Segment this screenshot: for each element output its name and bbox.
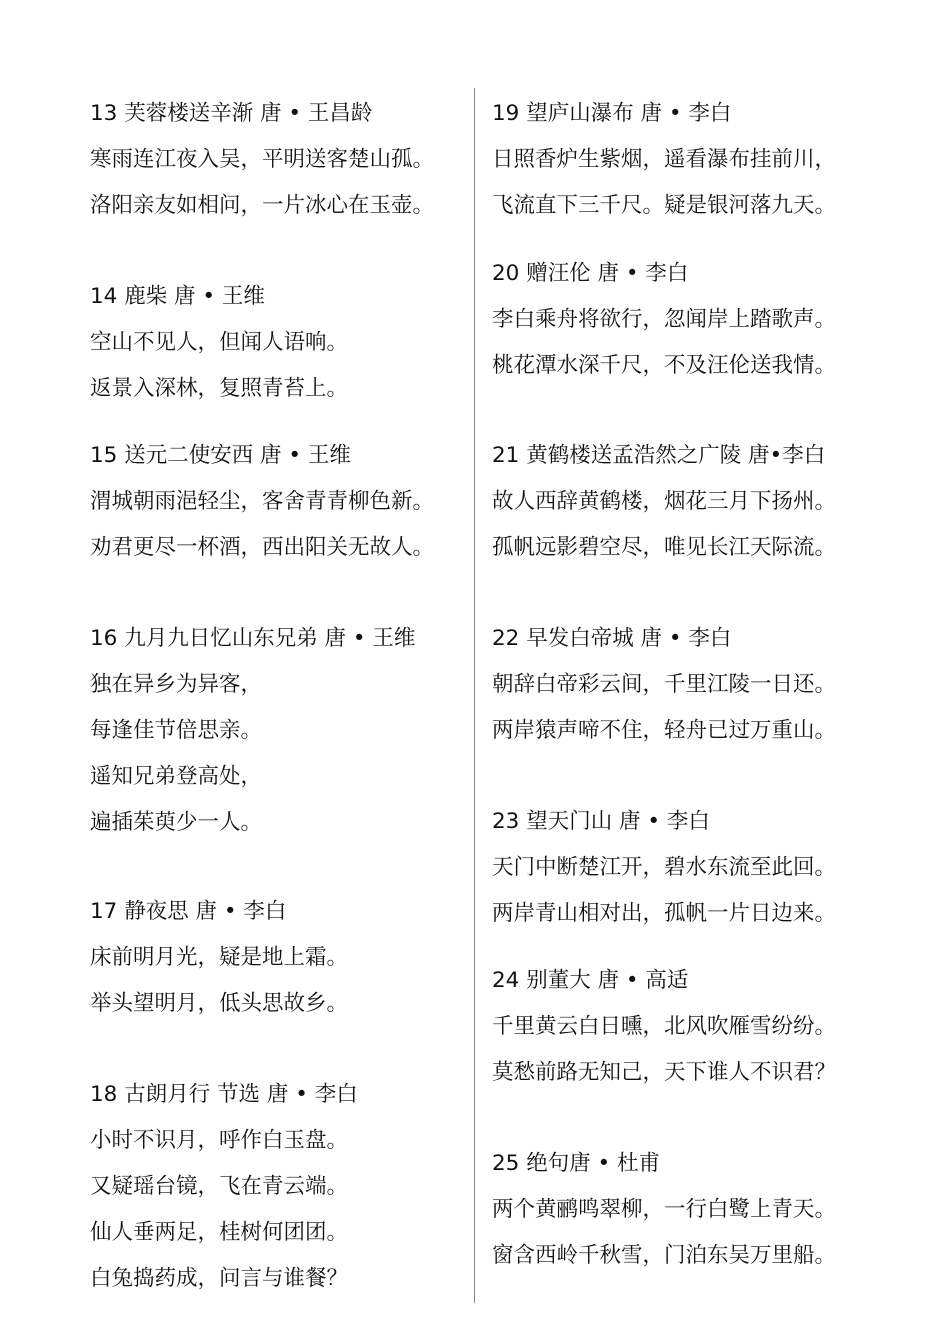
poem-line: 莫愁前路无知己，天下谁人不识君？ bbox=[492, 1060, 837, 1085]
poem-line: 朝辞白帝彩云间，千里江陵一日还。 bbox=[492, 672, 837, 697]
poem-title: 24 别董大 唐 • 高适 bbox=[492, 968, 689, 993]
poem-line: 渭城朝雨浥轻尘，客舍青青柳色新。 bbox=[90, 489, 435, 514]
poem-line: 遥知兄弟登高处， bbox=[90, 764, 263, 789]
poem-line: 孤帆远影碧空尽，唯见长江天际流。 bbox=[492, 535, 837, 560]
poem-title: 21 黄鹤楼送孟浩然之广陵 唐•李白 bbox=[492, 443, 826, 468]
poem-title: 15 送元二使安西 唐 • 王维 bbox=[90, 443, 351, 468]
poem-line: 空山不见人，但闻人语响。 bbox=[90, 330, 349, 355]
poem-line: 李白乘舟将欲行，忽闻岸上踏歌声。 bbox=[492, 307, 837, 332]
poem-line: 劝君更尽一杯酒，西出阳关无故人。 bbox=[90, 535, 435, 560]
column-divider bbox=[474, 88, 475, 1303]
poem-title: 20 赠汪伦 唐 • 李白 bbox=[492, 261, 689, 286]
poem-line: 日照香炉生紫烟，遥看瀑布挂前川， bbox=[492, 147, 837, 172]
poem-line: 寒雨连江夜入吴，平明送客楚山孤。 bbox=[90, 147, 435, 172]
poem-line: 返景入深林，复照青苔上。 bbox=[90, 376, 349, 401]
poem-line: 两个黄鹂鸣翠柳，一行白鹭上青天。 bbox=[492, 1197, 837, 1222]
poem-line: 洛阳亲友如相问，一片冰心在玉壶。 bbox=[90, 193, 435, 218]
poem-line: 床前明月光，疑是地上霜。 bbox=[90, 945, 349, 970]
poem-line: 桃花潭水深千尺，不及汪伦送我情。 bbox=[492, 353, 837, 378]
poem-line: 天门中断楚江开，碧水东流至此回。 bbox=[492, 855, 837, 880]
poem-line: 千里黄云白日曛，北风吹雁雪纷纷。 bbox=[492, 1014, 837, 1039]
poem-title: 17 静夜思 唐 • 李白 bbox=[90, 899, 287, 924]
poem-title: 13 芙蓉楼送辛渐 唐 • 王昌龄 bbox=[90, 101, 373, 126]
poem-title: 23 望天门山 唐 • 李白 bbox=[492, 809, 710, 834]
poem-line: 窗含西岭千秋雪，门泊东吴万里船。 bbox=[492, 1243, 837, 1268]
poem-line: 飞流直下三千尺。疑是银河落九天。 bbox=[492, 193, 837, 218]
poem-title: 19 望庐山瀑布 唐 • 李白 bbox=[492, 101, 732, 126]
poem-line: 又疑瑶台镜，飞在青云端。 bbox=[90, 1174, 349, 1199]
poem-title: 14 鹿柴 唐 • 王维 bbox=[90, 284, 265, 309]
poem-title: 22 早发白帝城 唐 • 李白 bbox=[492, 626, 732, 651]
poem-title: 18 古朗月行 节选 唐 • 李白 bbox=[90, 1082, 358, 1107]
poem-line: 白兔捣药成，问言与谁餐？ bbox=[90, 1266, 349, 1291]
poem-title: 16 九月九日忆山东兄弟 唐 • 王维 bbox=[90, 626, 416, 651]
poem-line: 两岸青山相对出，孤帆一片日边来。 bbox=[492, 901, 837, 926]
poem-line: 独在异乡为异客， bbox=[90, 672, 263, 697]
poem-line: 遍插茱萸少一人。 bbox=[90, 810, 263, 835]
poem-title: 25 绝句唐 • 杜甫 bbox=[492, 1151, 661, 1176]
poem-line: 小时不识月，呼作白玉盘。 bbox=[90, 1128, 349, 1153]
poem-line: 举头望明月，低头思故乡。 bbox=[90, 991, 349, 1016]
poem-line: 故人西辞黄鹤楼，烟花三月下扬州。 bbox=[492, 489, 837, 514]
poem-line: 每逢佳节倍思亲。 bbox=[90, 718, 263, 743]
poem-line: 仙人垂两足，桂树何团团。 bbox=[90, 1220, 349, 1245]
poem-line: 两岸猿声啼不住，轻舟已过万重山。 bbox=[492, 718, 837, 743]
